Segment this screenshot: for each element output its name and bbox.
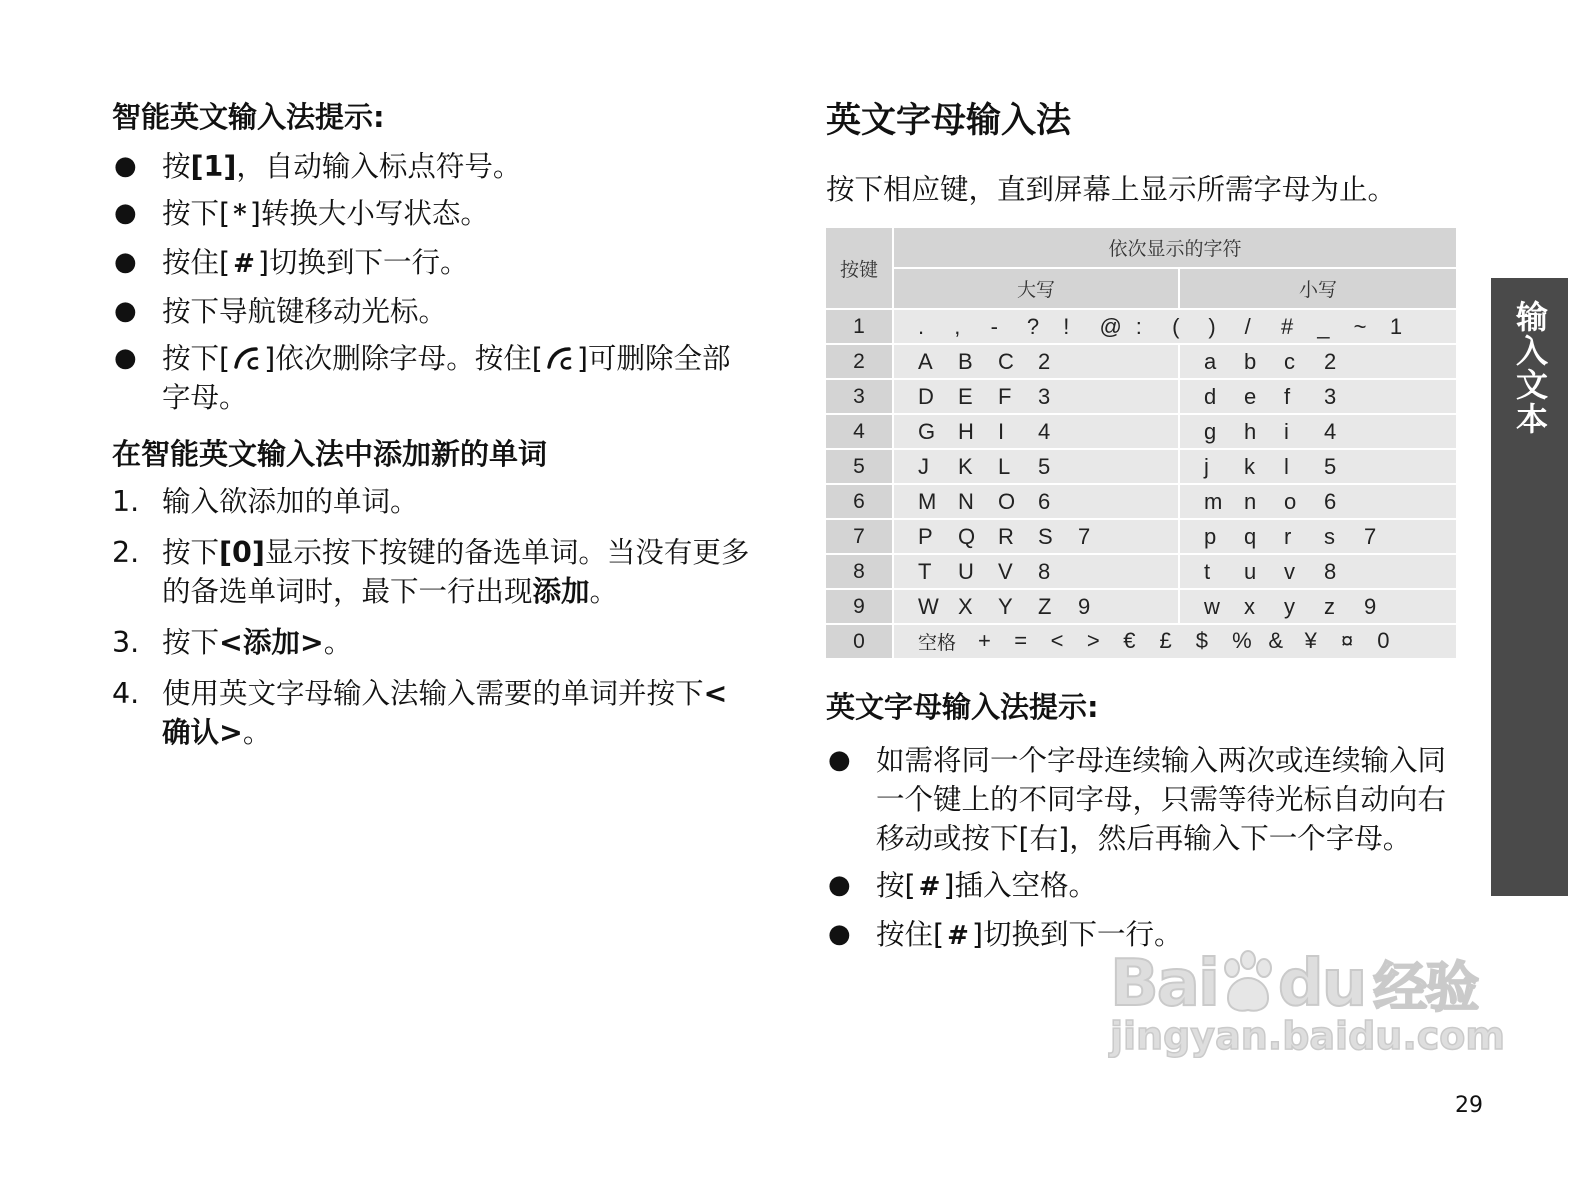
char-cell: r xyxy=(1284,523,1292,549)
char-cell: < xyxy=(1050,628,1064,653)
char-cell: A xyxy=(918,348,933,374)
add-word-steps xyxy=(112,482,752,752)
chars-column-header: 依次显示的字符 xyxy=(893,227,1457,268)
char-cell: m xyxy=(1204,488,1223,514)
char-cell: j xyxy=(1204,453,1209,479)
table-row: 5 J K L 5 j k l 5 xyxy=(825,449,1457,484)
char-cell: w xyxy=(1204,593,1220,619)
char-cell: x xyxy=(1244,593,1255,619)
char-cell: ~ xyxy=(1353,313,1367,339)
lowercase-chars xyxy=(1180,419,1456,445)
char-cell: : xyxy=(1135,313,1142,339)
table-row: 1 . , - ? ! @ : ( ) / # _ ~ 1 xyxy=(825,309,1457,344)
char-cell: . xyxy=(918,313,925,339)
lowercase-header: 小写 xyxy=(1179,268,1457,309)
key-column-header: 按键 xyxy=(825,227,893,309)
lowercase-chars xyxy=(1180,559,1456,585)
char-cell: B xyxy=(958,348,973,374)
table-row: 9 W X Y Z 9 w x y z 9 xyxy=(825,589,1457,624)
hash-key-icon: # xyxy=(918,871,941,902)
char-cell: 8 xyxy=(1038,558,1051,584)
char-cell: q xyxy=(1244,523,1257,549)
char-cell: > xyxy=(1086,628,1100,653)
uppercase-chars xyxy=(894,594,1178,620)
char-cell: / xyxy=(1244,313,1251,339)
char-cell: 7 xyxy=(1078,523,1091,549)
char-cell: W xyxy=(918,593,939,619)
char-cell: h xyxy=(1244,418,1257,444)
table-row: 7 P Q R S 7 p q r s 7 xyxy=(825,519,1457,554)
list-item: ● 按下[ * ]转换大小写状态。 xyxy=(112,194,752,235)
table-row: 4 G H I 4 g h i 4 xyxy=(825,414,1457,449)
table-subheader-row xyxy=(825,268,1457,309)
smart-input-tips-list xyxy=(112,147,752,417)
lowercase-chars xyxy=(1180,384,1456,410)
hash-key-icon: # xyxy=(947,920,969,951)
char-cell: ¥ xyxy=(1304,628,1317,653)
list-item: ● 按[1]，自动输入标点符号。 xyxy=(114,149,522,183)
lowercase-chars xyxy=(1180,594,1456,620)
char-cell: = xyxy=(1014,628,1028,653)
char-cell: e xyxy=(1244,383,1257,409)
char-cell: $ xyxy=(1195,628,1209,653)
char-cell: H xyxy=(958,418,974,444)
add-word-heading: 在智能英文输入法中添加新的单词 xyxy=(112,436,548,471)
right-column xyxy=(826,100,1466,209)
char-cell: Q xyxy=(958,523,976,549)
char-cell: C xyxy=(998,348,1014,374)
section-title: 英文字母输入法 xyxy=(826,101,1072,141)
list-item: ● 按下[ ]依次删除字母。按住[ ]可删除全部字母。 xyxy=(114,341,731,414)
char-cell: O xyxy=(998,488,1016,514)
char-cell: 9 xyxy=(1078,593,1091,619)
list-item: 3. 按下<添加>。 xyxy=(112,625,353,659)
char-cell: 2 xyxy=(1324,348,1337,374)
uppercase-chars xyxy=(894,384,1178,410)
list-item: 4. 使用英文字母输入法输入需要的单词并按下<确认>。 xyxy=(112,676,728,749)
char-cell: Z xyxy=(1038,593,1052,619)
smart-input-tips-heading: 智能英文输入法提示: xyxy=(112,100,385,134)
lowercase-chars xyxy=(1180,524,1456,550)
uppercase-chars xyxy=(894,559,1178,585)
lowercase-chars xyxy=(1180,349,1456,375)
list-item: ● 按下导航键移动光标。 xyxy=(114,294,448,328)
baidu-jingyan-watermark: Bai du 经验 jingyan.baidu.com xyxy=(1110,946,1505,1058)
char-cell: 4 xyxy=(1038,418,1051,444)
char-cell: F xyxy=(998,383,1012,409)
char-cell: g xyxy=(1204,418,1217,444)
char-cell: ! xyxy=(1063,313,1070,339)
punctuation-chars xyxy=(894,314,1456,340)
char-cell: 4 xyxy=(1324,418,1337,444)
char-cell: 9 xyxy=(1364,593,1377,619)
char-cell: p xyxy=(1204,523,1217,549)
char-cell: ) xyxy=(1208,313,1216,339)
char-cell: o xyxy=(1284,488,1297,514)
char-cell: 3 xyxy=(1324,383,1337,409)
uppercase-header: 大写 xyxy=(893,268,1179,309)
char-cell: b xyxy=(1244,348,1257,374)
char-cell: U xyxy=(958,558,974,584)
left-column xyxy=(112,100,752,764)
key-characters-table xyxy=(824,226,1458,660)
char-cell: k xyxy=(1244,453,1255,479)
char-cell: R xyxy=(998,523,1014,549)
char-cell: @ xyxy=(1099,313,1122,339)
char-cell: f xyxy=(1284,383,1291,409)
char-cell: T xyxy=(918,558,932,584)
char-cell: 1 xyxy=(1389,313,1403,339)
clear-key-icon xyxy=(545,345,575,373)
uppercase-chars xyxy=(894,489,1178,515)
char-cell: X xyxy=(958,593,973,619)
char-cell: + xyxy=(978,628,991,653)
char-cell: & xyxy=(1268,628,1284,653)
table-row: 3 D E F 3 d e f 3 xyxy=(825,379,1457,414)
letter-input-tips-heading: 英文字母输入法提示: xyxy=(826,690,1099,724)
char-cell: c xyxy=(1284,348,1295,374)
char-cell: t xyxy=(1204,558,1211,584)
char-cell: I xyxy=(998,418,1005,444)
char-cell: 6 xyxy=(1038,488,1051,514)
list-item: ● 按[ # ]插入空格。 xyxy=(826,866,1466,907)
page-number: 29 xyxy=(1455,1093,1483,1118)
uppercase-chars xyxy=(894,349,1178,375)
char-cell: ? xyxy=(1026,313,1040,339)
list-item: ● 如需将同一个字母连续输入两次或连续输入同一个键上的不同字母，只需等待光标自动向右移动或按下[右]，然后再输入下一个字母。 xyxy=(828,743,1447,855)
char-cell: 5 xyxy=(1324,453,1337,479)
char-cell: V xyxy=(998,558,1013,584)
char-cell: ( xyxy=(1172,313,1180,339)
char-cell: K xyxy=(958,453,973,479)
char-cell: n xyxy=(1244,488,1257,514)
char-cell: G xyxy=(918,418,936,444)
table-header-row xyxy=(825,227,1457,268)
table-row: 8 T U V 8 t u v 8 xyxy=(825,554,1457,589)
char-cell: Y xyxy=(998,593,1013,619)
lowercase-chars xyxy=(1180,489,1456,515)
uppercase-chars xyxy=(894,524,1178,550)
char-cell: ¤ xyxy=(1340,628,1354,653)
char-cell: l xyxy=(1284,453,1289,479)
char-cell: M xyxy=(918,488,937,514)
char-cell: £ xyxy=(1159,628,1172,653)
char-cell: i xyxy=(1284,418,1289,444)
letter-input-tips-list xyxy=(826,741,1466,956)
hash-key-icon: # xyxy=(233,248,255,279)
char-cell: - xyxy=(990,313,998,339)
char-cell: , xyxy=(954,313,961,339)
char-cell: v xyxy=(1284,558,1295,584)
char-cell: L xyxy=(998,453,1011,479)
uppercase-chars xyxy=(894,454,1178,480)
char-cell: 7 xyxy=(1364,523,1377,549)
intro-text: 按下相应键，直到屏幕上显示所需字母为止。 xyxy=(826,173,1397,206)
paw-icon xyxy=(1212,948,1284,1020)
list-item: 2. 按下[0]显示按下按键的备选单词。当没有更多的备选单词时，最下一行出现添加。 xyxy=(112,535,750,608)
char-cell: a xyxy=(1204,348,1217,374)
star-key-icon: * xyxy=(233,199,247,230)
list-item: 1. 输入欲添加的单词。 xyxy=(112,484,419,518)
char-cell: y xyxy=(1284,593,1295,619)
table-row: 0 空格 + = < > € £ $ % & ¥ ¤ 0 xyxy=(825,624,1457,659)
chapter-tab-label: 输入文本 xyxy=(1511,300,1549,436)
table-row: 6 M N O 6 m n o 6 xyxy=(825,484,1457,519)
letter-tips-section xyxy=(826,690,1466,964)
char-cell: S xyxy=(1038,523,1053,549)
char-cell: _ xyxy=(1317,313,1330,339)
char-cell: u xyxy=(1244,558,1257,584)
char-cell: D xyxy=(918,383,934,409)
list-item: ● 按住[ # ]切换到下一行。 xyxy=(112,243,752,284)
clear-key-icon xyxy=(232,345,262,373)
char-cell: E xyxy=(958,383,973,409)
char-cell: J xyxy=(918,453,929,479)
list-item: ● 按住[ # ]切换到下一行。 xyxy=(826,915,1466,956)
lowercase-chars xyxy=(1180,454,1456,480)
char-cell: z xyxy=(1324,593,1335,619)
char-cell: s xyxy=(1324,523,1335,549)
char-cell: 2 xyxy=(1038,348,1051,374)
char-cell: % xyxy=(1232,628,1252,653)
char-cell: 8 xyxy=(1324,558,1337,584)
char-cell: # xyxy=(1280,313,1294,339)
char-cell: 3 xyxy=(1038,383,1051,409)
char-cell: d xyxy=(1204,383,1217,409)
chapter-tab xyxy=(1491,278,1568,896)
table-row: 2 A B C 2 a b c 2 xyxy=(825,344,1457,379)
char-cell: N xyxy=(958,488,974,514)
char-cell: € xyxy=(1123,628,1136,653)
char-cell: P xyxy=(918,523,933,549)
char-cell: 0 xyxy=(1377,628,1390,653)
char-cell: 6 xyxy=(1324,488,1337,514)
char-cell: 5 xyxy=(1038,453,1051,479)
uppercase-chars xyxy=(894,419,1178,445)
symbol-chars: 空格 + = < > € £ $ % & ¥ ¤ 0 xyxy=(894,628,1456,655)
